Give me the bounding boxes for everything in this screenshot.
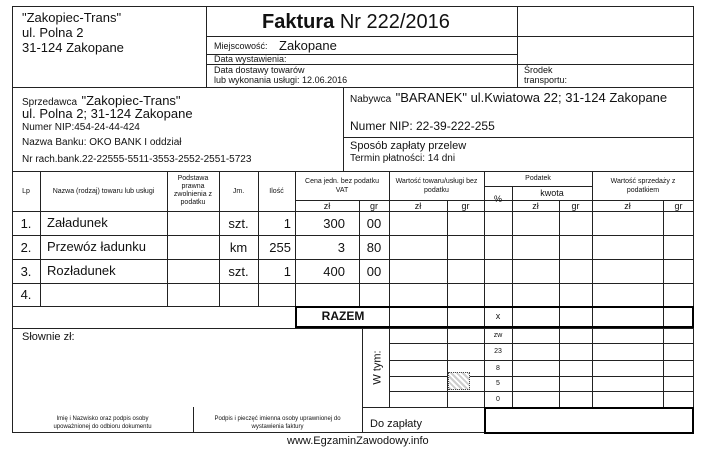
rate-23: 23 [494, 348, 502, 355]
row-3-qty: 1 [283, 263, 291, 279]
col-tax-header: Podatek [525, 175, 551, 182]
invoice-title [262, 12, 450, 32]
to-pay-label: Do zapłaty [370, 418, 422, 430]
gr-subheader: gr [369, 200, 378, 211]
seller-account: Nr rach.bank.22-22555-5511-3553-2552-2551-5723 [22, 154, 252, 165]
seller-short-city: 31-124 Zakopane [22, 40, 124, 55]
delivery-date-label-2: lub wykonania usługi: 12.06.2016 [214, 75, 348, 85]
zl-subheader: zł [532, 200, 539, 211]
to-pay-box [484, 407, 694, 434]
in-that-label: W tym: [371, 350, 384, 385]
divider [512, 186, 513, 407]
row-3-name: Rozładunek [47, 263, 116, 278]
issuer-signature-caption: Podpis i pieczęć imienna osoby uprawnionej do wystawienia faktury [214, 416, 341, 430]
divider [343, 87, 344, 171]
buyer-name-address: "BARANEK" ul.Kwiatowa 22; 31-124 Zakopane [395, 90, 668, 105]
transport-label-2: transportu: [524, 75, 568, 85]
zl-subheader: zł [323, 200, 331, 211]
seller-label: Sprzedawca [22, 97, 78, 108]
zl-subheader: zł [414, 200, 422, 211]
zl-subheader: zł [624, 200, 631, 211]
seller-short-street: ul. Polna 2 [22, 25, 84, 40]
payment-term: Termin płatności: 14 dni [350, 153, 456, 164]
seller-short-name: "Zakopiec-Trans" [22, 10, 122, 25]
invoice-number: Nr 222/2016 [339, 11, 450, 33]
transport-label-1: Środek [524, 65, 553, 75]
col-qty-header: Ilość [269, 187, 284, 195]
divider [343, 137, 694, 138]
divider [362, 328, 363, 433]
col-unit-header: Jm. [232, 187, 245, 195]
divider [389, 343, 694, 344]
row-1-price-gr: 00 [366, 215, 382, 231]
row-2-qty: 255 [269, 239, 291, 255]
col-net-value-header: Wartość towaru/usługi bez podatku [395, 177, 478, 194]
divider [206, 36, 694, 37]
invoice-title-prefix: Faktura [262, 11, 335, 33]
buyer-label: Nabywca [350, 94, 392, 105]
row-4-lp: 4. [20, 287, 32, 302]
gr-subheader: gr [461, 200, 470, 211]
row-3-unit: szt. [228, 263, 249, 279]
row-3-price-zl: 400 [323, 263, 345, 279]
place-label: Miejscowość: [214, 41, 268, 51]
gr-subheader: gr [571, 200, 580, 211]
buyer-nip: Numer NIP: 22-39-222-255 [350, 119, 495, 133]
delivery-date-label-1: Data dostawy towarów [214, 65, 305, 75]
amount-in-words-label: Słownie zł: [22, 331, 75, 343]
col-gross-header: Wartość sprzedaży z podatkiem [610, 177, 676, 194]
row-2-price-zl: 3 [337, 239, 345, 255]
row-1-qty: 1 [283, 215, 291, 231]
watermark: www.EgzaminZawodowy.info [287, 435, 429, 447]
gr-subheader: gr [674, 200, 683, 211]
stamp-mark-icon [448, 372, 470, 390]
divider [12, 87, 694, 88]
row-3-lp: 3. [20, 263, 32, 279]
total-label: RAZEM [321, 309, 365, 323]
row-2-price-gr: 80 [366, 239, 382, 255]
place-value: Zakopane [279, 38, 337, 53]
divider [389, 376, 694, 377]
total-pct: x [495, 311, 501, 321]
divider [517, 6, 518, 87]
rate-5: 5 [496, 380, 500, 387]
rate-0: 0 [496, 395, 500, 403]
col-unit-price-header: Cena jedn. bez podatku VAT [305, 177, 379, 194]
row-3-price-gr: 00 [366, 263, 382, 279]
col-tax-amount-header: kwota [540, 188, 564, 198]
col-lp-header: Lp [22, 187, 30, 195]
row-1-unit: szt. [228, 215, 249, 231]
receiver-signature-caption: Imię i Nazwisko oraz podpis osoby upoważnionej do odbioru dokumentu [53, 416, 152, 430]
payment-method: Sposób zapłaty przelew [350, 140, 467, 152]
seller-address: ul. Polna 2; 31-124 Zakopane [22, 106, 193, 121]
row-2-name: Przewóz ładunku [47, 239, 146, 254]
divider [389, 360, 694, 361]
rate-zw: zw [493, 332, 503, 339]
buyer-line [350, 90, 667, 106]
row-2-lp: 2. [20, 239, 32, 255]
divider [389, 391, 694, 392]
col-tax-pct-header: % [493, 193, 502, 204]
row-1-price-zl: 300 [323, 215, 345, 231]
row-1-name: Załadunek [47, 215, 108, 230]
seller-nip: Numer NIP:454-24-44-424 [22, 122, 140, 133]
row-2-unit: km [229, 239, 248, 255]
row-1-lp: 1. [20, 215, 32, 231]
seller-bank: Nazwa Banku: OKO BANK I oddział [22, 137, 182, 148]
divider [206, 6, 207, 87]
col-name-header: Nazwa (rodzaj) towaru lub usługi [52, 187, 155, 195]
issue-date-label: Data wystawienia: [214, 54, 287, 64]
rate-8: 8 [496, 364, 500, 372]
seller-name: "Zakopiec-Trans" [81, 93, 181, 108]
col-basis-header: Podstawa prawna zwolnienia z podatku [173, 175, 213, 206]
